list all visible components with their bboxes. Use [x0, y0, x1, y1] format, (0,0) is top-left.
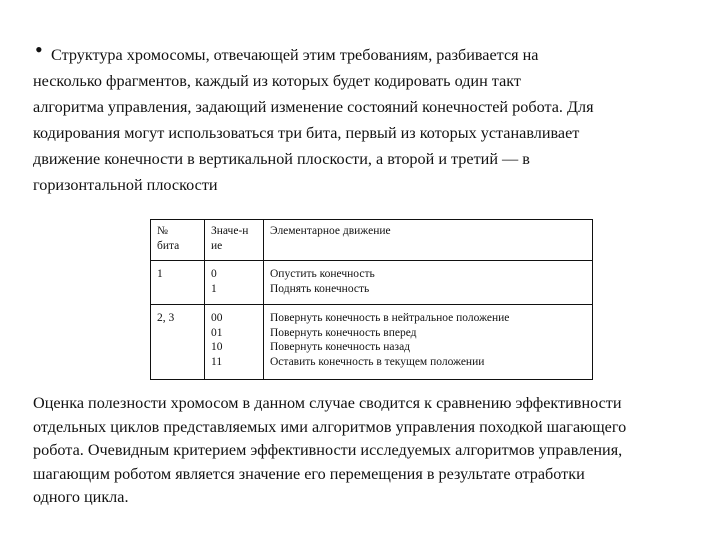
- outro-line: шагающим роботом является значение его перемещения в результате отработки: [33, 464, 585, 483]
- cell-values: 00 01 10 11: [205, 305, 264, 380]
- table-row: [151, 305, 593, 380]
- outro-line: отдельных циклов представляемых ими алгоритмов управления походкой шагающего: [33, 417, 627, 436]
- table-header-row: [151, 220, 593, 261]
- outro-line: Оценка полезности хромосом в данном случае сводится к сравнению эффективности: [33, 394, 622, 412]
- outro-line: робота. Очевидным критерием эффективности исследуемых алгоритмов управления,: [33, 441, 623, 459]
- table-row: [151, 261, 593, 305]
- header-value: Значе-н ие: [205, 220, 264, 261]
- cell-moves: Опустить конечность Поднять конечность: [264, 261, 593, 305]
- header-bit-number: № бита: [151, 220, 205, 261]
- intro-line: движение конечности в вертикальной плоскости, а второй и третий — в: [33, 150, 530, 168]
- bullet-icon: •: [35, 37, 43, 62]
- cell-bit: 1: [151, 261, 205, 305]
- intro-line: алгоритма управления, задающий изменение состояний конечностей робота. Для: [33, 98, 594, 116]
- cell-moves: Повернуть конечность в нейтральное положение Повернуть конечность вперед Повернуть конечность назад Оставить конечность в текущем положении: [264, 305, 593, 380]
- cell-values: 0 1: [205, 261, 264, 305]
- outro-line: одного цикла.: [33, 488, 129, 506]
- conclusion-paragraph: [33, 392, 713, 510]
- header-elementary-move: Элементарное движение: [264, 220, 593, 261]
- intro-paragraph: [33, 37, 703, 198]
- intro-line: кодирования могут использоваться три бита, первый из которых устанавливает: [33, 124, 580, 142]
- intro-line: • Структура хромосомы, отвечающей этим требованиям, разбивается на: [35, 37, 539, 64]
- cell-bit: 2, 3: [151, 305, 205, 380]
- intro-line: горизонтальной плоскости: [33, 176, 218, 194]
- bit-encoding-table: [150, 219, 593, 380]
- intro-line: несколько фрагментов, каждый из которых будет кодировать один такт: [33, 72, 521, 90]
